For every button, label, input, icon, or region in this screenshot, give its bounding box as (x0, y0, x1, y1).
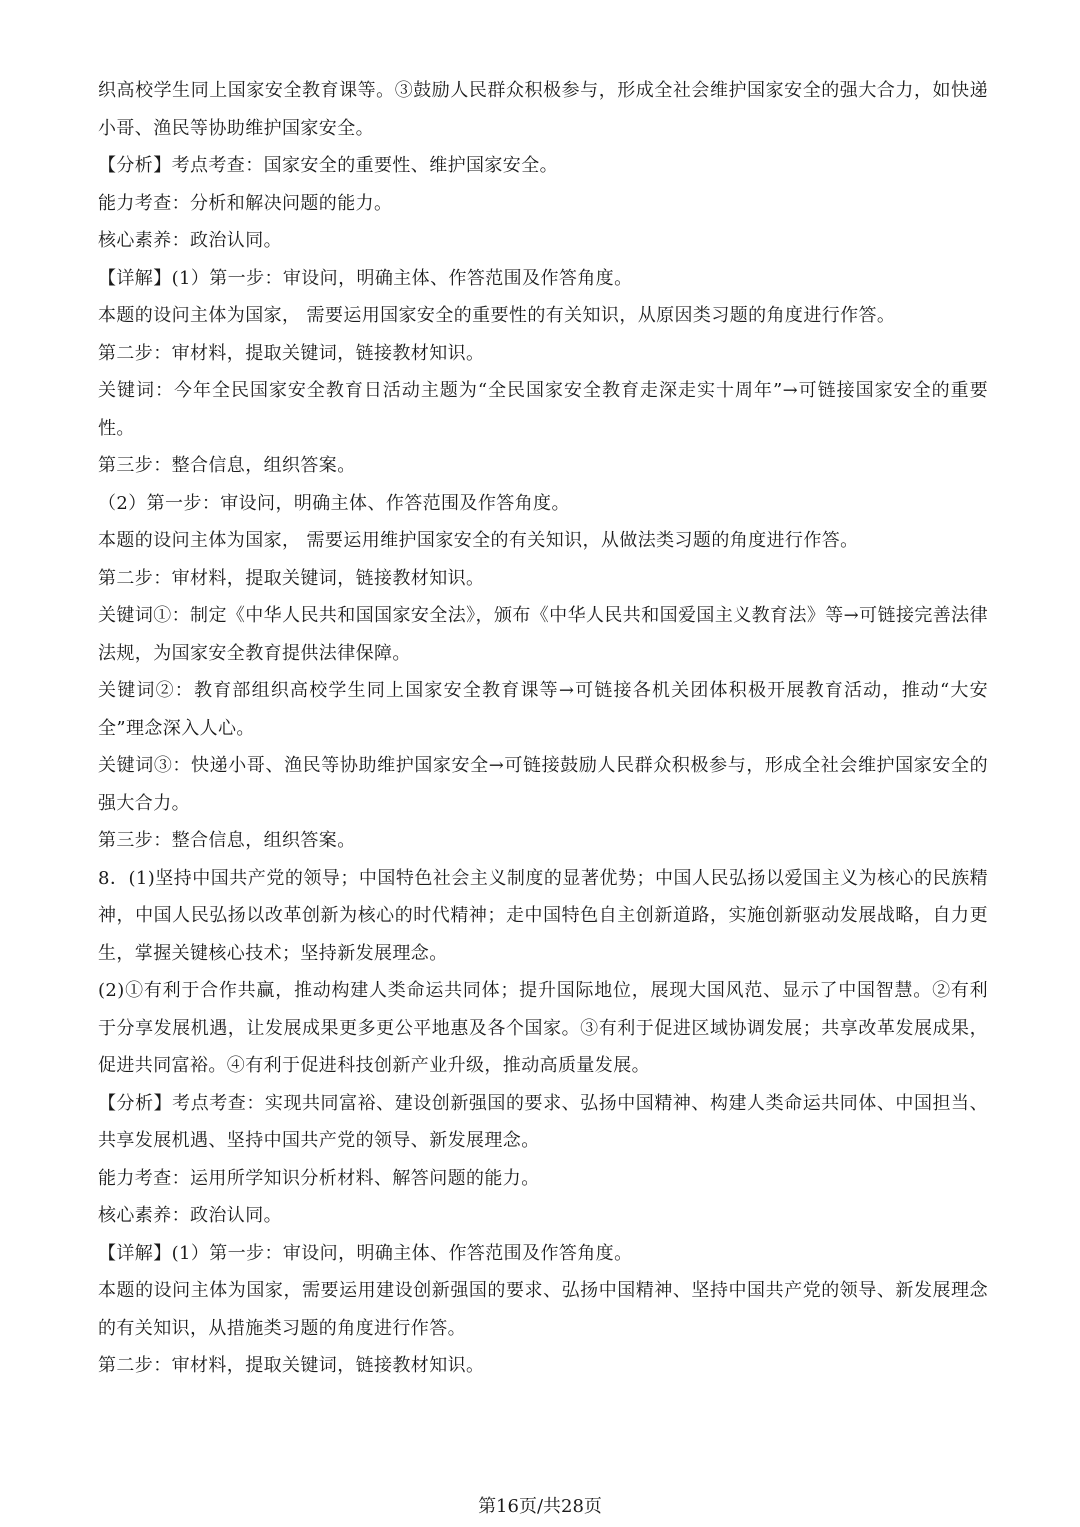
paragraph: 本题的设问主体为国家，需要运用建设创新强国的要求、弘扬中国精神、坚持中国共产党的领导、新发展理念的有关知识，从措施类习题的角度进行作答。 (98, 1280, 988, 1339)
paragraph: 【详解】(1）第一步：审设问，明确主体、作答范围及作答角度。 (98, 267, 633, 289)
page-number-footer: 第16页/共28页 (478, 1496, 602, 1517)
paragraph: (2)①有利于合作共赢，推动构建人类命运共同体；提升国际地位，展现大国风范、显示了中国智慧。②有利于分享发展机遇，让发展成果更多更公平地惠及各个国家。③有利于促进区域协调发展；共享改革发展成果，促进共同富裕。④有利于促进科技创新产业升级，推动高质量发展。 (98, 980, 988, 1076)
document-body (98, 72, 988, 1385)
paragraph: 织高校学生同上国家安全教育课等。③鼓励人民群众积极参与，形成全社会维护国家安全的强大合力，如快递小哥、渔民等协助维护国家安全。 (98, 80, 988, 139)
paragraph: 核心素养：政治认同。 (98, 1205, 282, 1226)
paragraph: 本题的设问主体为国家， 需要运用国家安全的重要性的有关知识，从原因类习题的角度进行作答。 (98, 305, 896, 326)
paragraph: 8．(1)坚持中国共产党的领导；中国特色社会主义制度的显著优势；中国人民弘扬以爱国主义为核心的民族精神，中国人民弘扬以改革创新为核心的时代精神；走中国特色自主创新道路，实施创新驱动发展战略，自力更生，掌握关键核心技术；坚持新发展理念。 (98, 867, 988, 964)
paragraph: 第三步：整合信息，组织答案。 (98, 830, 356, 851)
paragraph: 关键词①：制定《中华人民共和国国家安全法》，颁布《中华人民共和国爱国主义教育法》等→可链接完善法律法规，为国家安全教育提供法律保障。 (98, 605, 988, 664)
paragraph: 关键词②：教育部组织高校学生同上国家安全教育课等→可链接各机关团体积极开展教育活动，推动“大安全”理念深入人心。 (98, 680, 988, 739)
paragraph: 【分析】考点考查：实现共同富裕、建设创新强国的要求、弘扬中国精神、构建人类命运共同体、中国担当、共享发展机遇、坚持中国共产党的领导、新发展理念。 (98, 1092, 988, 1151)
paragraph: 第二步：审材料，提取关键词，链接教材知识。 (98, 567, 485, 589)
paragraph: 关键词：今年全民国家安全教育日活动主题为“全民国家安全教育走深走实十周年”→可链接国家安全的重要性。 (98, 380, 988, 439)
paragraph: 本题的设问主体为国家， 需要运用维护国家安全的有关知识，从做法类习题的角度进行作答。 (98, 530, 859, 551)
paragraph: 能力考查：运用所学知识分析材料、解答问题的能力。 (98, 1167, 540, 1189)
paragraph: （2）第一步：审设问，明确主体、作答范围及作答角度。 (98, 492, 570, 514)
paragraph: 第三步：整合信息，组织答案。 (98, 455, 356, 476)
paragraph: 第二步：审材料，提取关键词，链接教材知识。 (98, 342, 485, 364)
paragraph: 关键词③：快递小哥、渔民等协助维护国家安全→可链接鼓励人民群众积极参与，形成全社会维护国家安全的强大合力。 (98, 755, 988, 814)
paragraph: 【详解】(1）第一步：审设问，明确主体、作答范围及作答角度。 (98, 1242, 633, 1264)
paragraph: 【分析】考点考查：国家安全的重要性、维护国家安全。 (98, 155, 558, 176)
paragraph: 核心素养：政治认同。 (98, 230, 282, 251)
paragraph: 能力考查：分析和解决问题的能力。 (98, 192, 393, 214)
paragraph: 第二步：审材料，提取关键词，链接教材知识。 (98, 1355, 485, 1376)
